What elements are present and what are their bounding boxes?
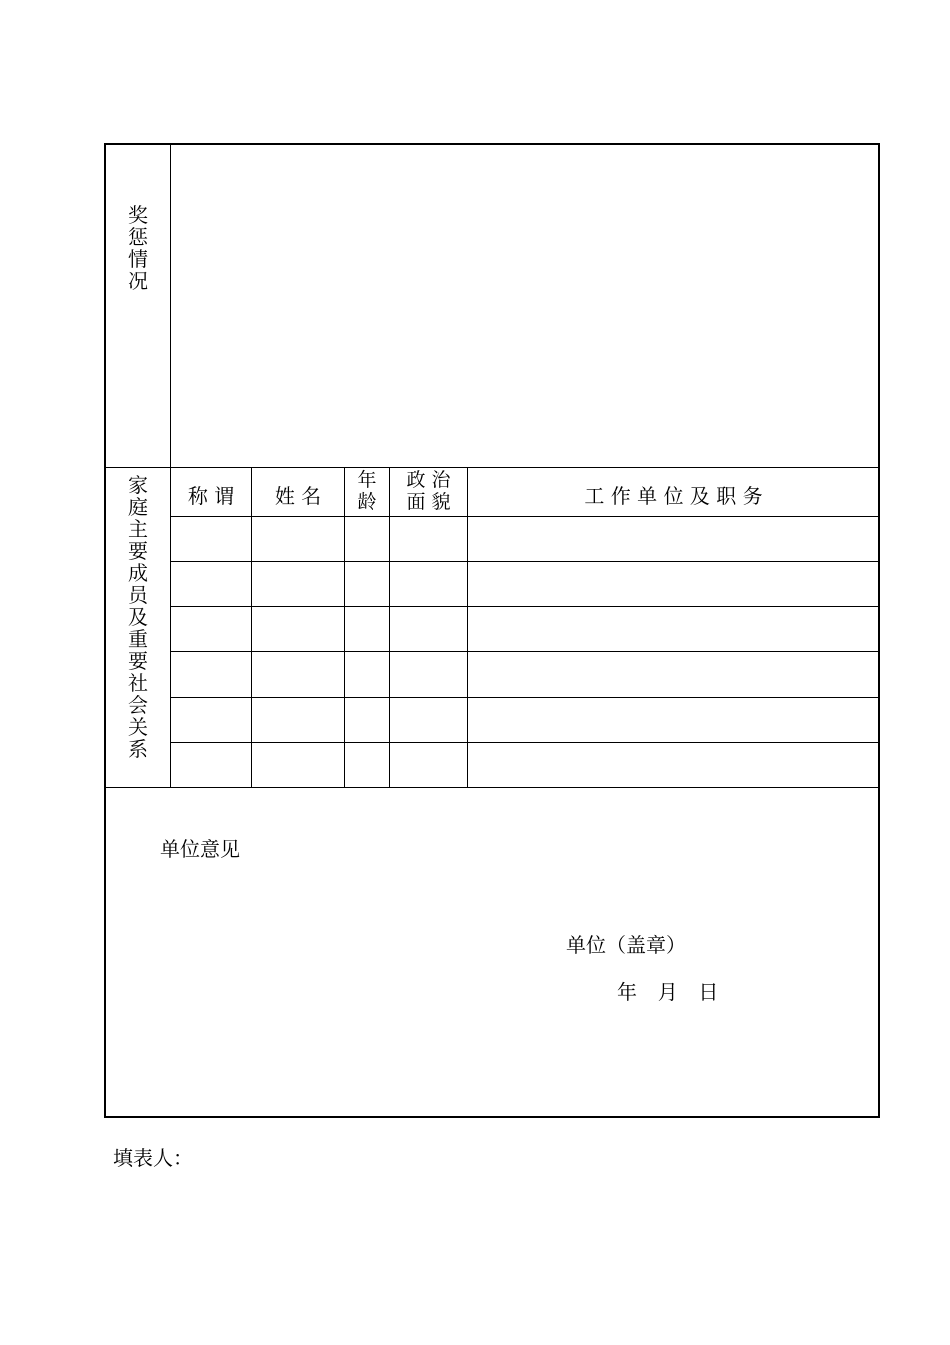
family-row[interactable] xyxy=(171,698,879,742)
opinion-label: 单位意见 xyxy=(160,837,240,861)
family-row[interactable] xyxy=(171,517,879,561)
date-label: 年 月 日 xyxy=(617,980,719,1004)
family-row[interactable] xyxy=(171,562,879,606)
family-label: 家庭主要成员及重要社会关系 xyxy=(128,473,148,761)
family-row[interactable] xyxy=(171,607,879,651)
awards-bottom-line xyxy=(105,467,879,468)
family-bottom-line xyxy=(105,787,879,788)
stamp-label: 单位（盖章） xyxy=(566,933,686,957)
header-political-bottom: 面 貌 xyxy=(406,491,451,513)
header-work: 工 作 单 位 及 职 务 xyxy=(584,484,763,508)
header-age-bottom: 龄 xyxy=(357,491,377,513)
header-age-top: 年 xyxy=(357,469,377,491)
filler-label: 填表人： xyxy=(113,1146,193,1170)
header-political-top: 政 治 xyxy=(406,469,451,491)
header-name: 姓 名 xyxy=(274,484,322,508)
family-row[interactable] xyxy=(171,652,879,697)
awards-label: 奖惩情况 xyxy=(128,203,148,293)
family-row[interactable] xyxy=(171,743,879,787)
awards-content-area[interactable] xyxy=(172,146,878,466)
header-relation: 称 谓 xyxy=(187,484,235,508)
